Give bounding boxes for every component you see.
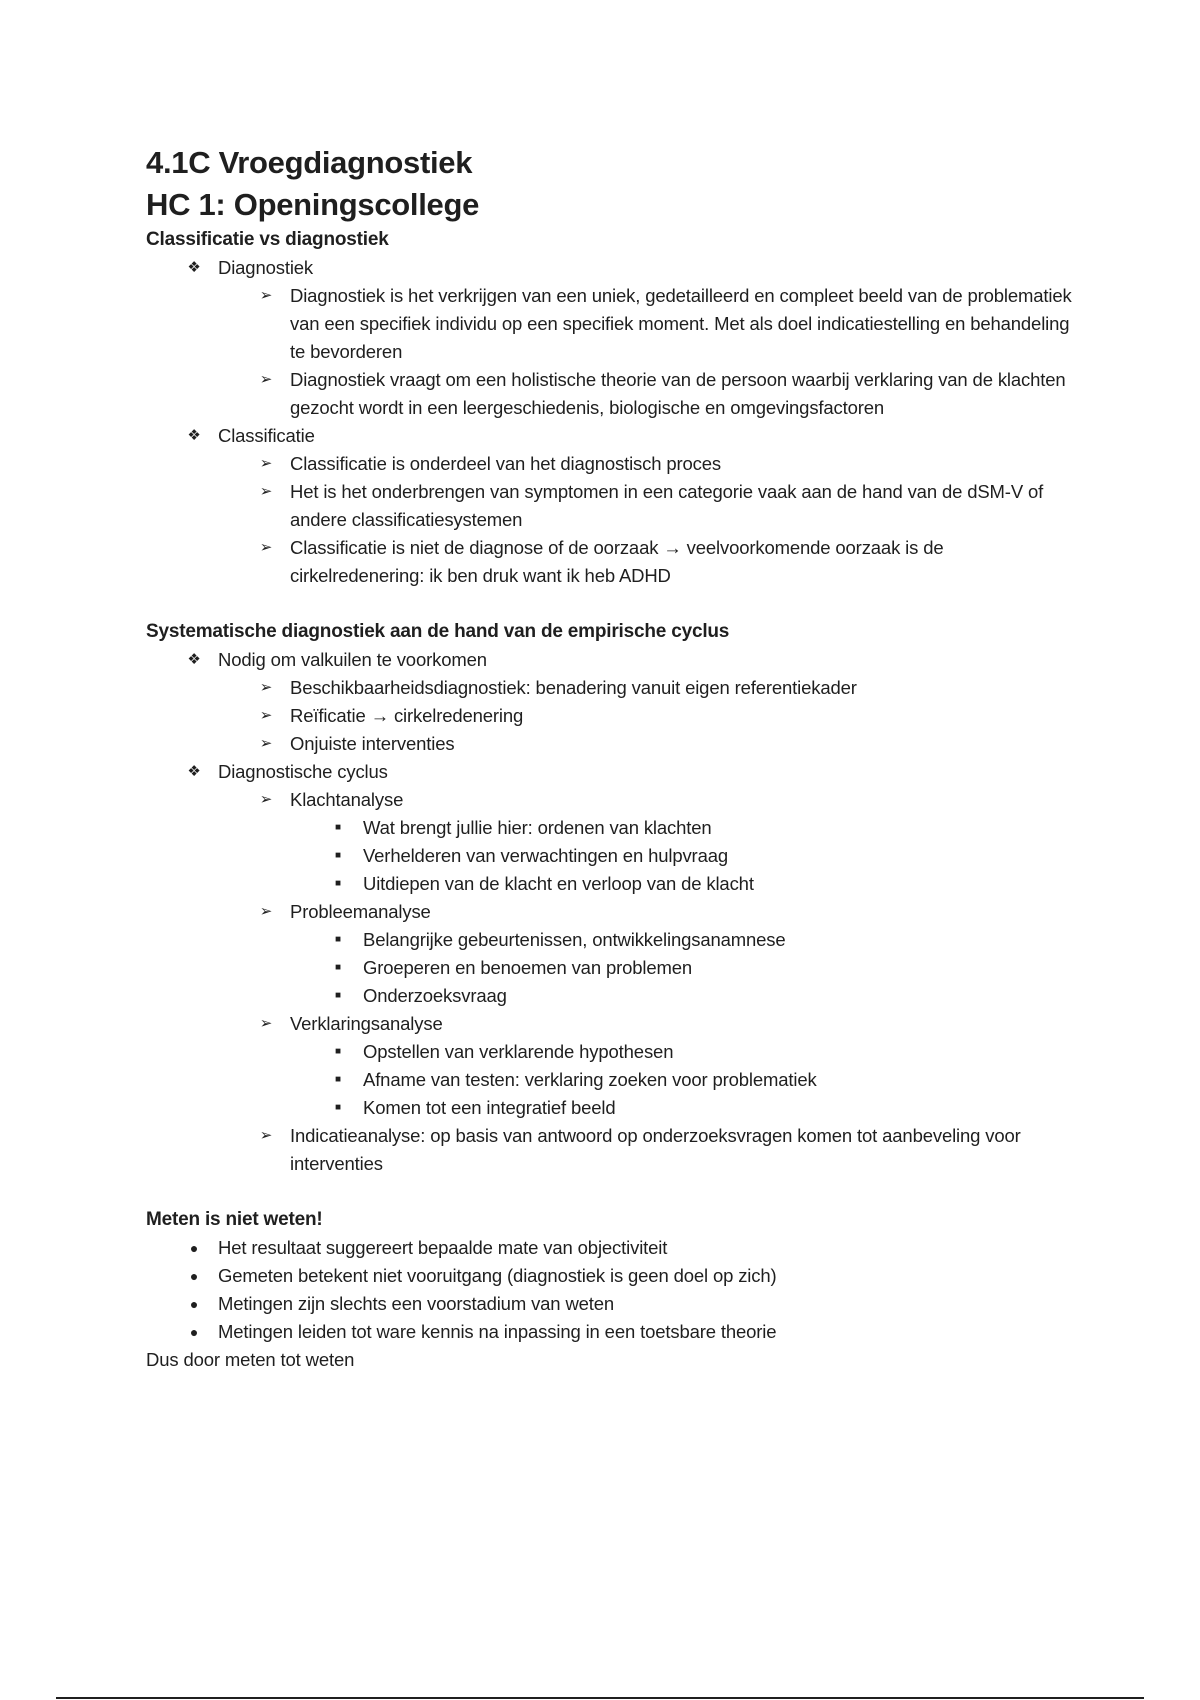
sub-list xyxy=(146,282,1076,422)
round-bullet-icon: ● xyxy=(189,1268,199,1284)
list-item xyxy=(146,450,1076,478)
list-item-text: Metingen leiden tot ware kennis na inpassing in een toetsbare theorie xyxy=(218,1321,777,1342)
list-item xyxy=(146,842,1076,870)
list-item xyxy=(146,282,1076,366)
list-item xyxy=(146,954,1076,982)
diamond-bullet-icon: ❖ xyxy=(187,427,201,444)
list-item-text: Klachtanalyse xyxy=(290,789,404,810)
sub-sub-list xyxy=(146,1038,1076,1122)
list-item-text: Gemeten betekent niet vooruitgang (diagnostiek is geen doel op zich) xyxy=(218,1265,777,1286)
list-item-text: Onjuiste interventies xyxy=(290,733,455,754)
section-list xyxy=(146,646,1076,674)
square-bullet-icon: ■ xyxy=(335,1074,341,1085)
square-bullet-icon: ■ xyxy=(335,850,341,861)
round-bullet-icon: ● xyxy=(189,1240,199,1256)
arrowhead-bullet-icon: ➢ xyxy=(259,903,273,920)
list-item xyxy=(146,702,1076,730)
square-bullet-icon: ■ xyxy=(335,1046,341,1057)
section-heading-systematische-diagnostiek: Systematische diagnostiek aan de hand van de empirische cyclus xyxy=(146,621,730,642)
list-item-text: Uitdiepen van de klacht en verloop van de klacht xyxy=(363,873,754,894)
diamond-bullet-icon: ❖ xyxy=(187,763,201,780)
list-item-text: Het resultaat suggereert bepaalde mate van objectiviteit xyxy=(218,1237,668,1258)
list-item-text: Metingen zijn slechts een voorstadium van weten xyxy=(218,1293,615,1314)
list-item xyxy=(146,1010,1076,1038)
sub-list xyxy=(146,786,1076,814)
arrowhead-bullet-icon: ➢ xyxy=(259,455,273,472)
square-bullet-icon: ■ xyxy=(335,878,341,889)
list-item-text: Diagnostische cyclus xyxy=(218,761,388,782)
list-item xyxy=(146,422,1076,450)
square-bullet-icon: ■ xyxy=(335,990,341,1001)
list-item xyxy=(146,926,1076,954)
list-item-text: Reïficatie → cirkelredenering xyxy=(290,705,524,726)
arrowhead-bullet-icon: ➢ xyxy=(259,1015,273,1032)
list-item xyxy=(146,1262,1076,1290)
list-item-text: Diagnostiek is het verkrijgen van een uniek, gedetailleerd en compleet beeld van de problematiek van een specifiek individu op een specifiek moment. Met als doel indicatiestelling en behandeling te bevorderen xyxy=(290,285,1072,362)
square-bullet-icon: ■ xyxy=(335,822,341,833)
square-bullet-icon: ■ xyxy=(335,962,341,973)
section-spacer xyxy=(146,590,1076,618)
square-bullet-icon: ■ xyxy=(335,934,341,945)
arrowhead-bullet-icon: ➢ xyxy=(259,539,273,556)
list-item xyxy=(146,1038,1076,1066)
list-item xyxy=(146,730,1076,758)
arrowhead-bullet-icon: ➢ xyxy=(259,287,273,304)
list-item-text: Classificatie is niet de diagnose of de oorzaak → veelvoorkomende oorzaak is de cirkelredenering: ik ben druk want ik heb ADHD xyxy=(290,537,944,586)
sub-list xyxy=(146,898,1076,926)
closing-line: Dus door meten tot weten xyxy=(146,1349,355,1370)
list-item-text: Onderzoeksvraag xyxy=(363,985,507,1006)
arrowhead-bullet-icon: ➢ xyxy=(259,707,273,724)
sub-sub-list xyxy=(146,926,1076,1010)
diamond-bullet-icon: ❖ xyxy=(187,259,201,276)
list-item xyxy=(146,478,1076,534)
lecture-title: HC 1: Openingscollege xyxy=(146,187,480,222)
list-item xyxy=(146,1094,1076,1122)
section-list xyxy=(146,422,1076,450)
list-item-text: Beschikbaarheidsdiagnostiek: benadering vanuit eigen referentiekader xyxy=(290,677,857,698)
arrowhead-bullet-icon: ➢ xyxy=(259,1127,273,1144)
list-item xyxy=(146,1318,1076,1346)
list-item xyxy=(146,674,1076,702)
arrowhead-bullet-icon: ➢ xyxy=(259,371,273,388)
sub-list xyxy=(146,450,1076,590)
list-item xyxy=(146,786,1076,814)
list-item-text: Nodig om valkuilen te voorkomen xyxy=(218,649,487,670)
list-item-text: Komen tot een integratief beeld xyxy=(363,1097,616,1118)
section-list xyxy=(146,1234,1076,1346)
list-item-text: Classificatie is onderdeel van het diagnostisch proces xyxy=(290,453,722,474)
arrowhead-bullet-icon: ➢ xyxy=(259,791,273,808)
arrowhead-bullet-icon: ➢ xyxy=(259,483,273,500)
list-item xyxy=(146,814,1076,842)
list-item xyxy=(146,534,1076,590)
section-heading-meten: Meten is niet weten! xyxy=(146,1209,323,1230)
arrowhead-bullet-icon: ➢ xyxy=(259,735,273,752)
list-item-text: Indicatieanalyse: op basis van antwoord op onderzoeksvragen komen tot aanbeveling voor interventies xyxy=(290,1125,1021,1174)
document-page xyxy=(146,142,1076,1374)
list-item xyxy=(146,982,1076,1010)
list-item-text: Verhelderen van verwachtingen en hulpvraag xyxy=(363,845,728,866)
section-list xyxy=(146,758,1076,786)
list-item-text: Diagnostiek vraagt om een holistische theorie van de persoon waarbij verklaring van de klachten gezocht wordt in een leergeschiedenis, biologische en omgevingsfactoren xyxy=(290,369,1066,418)
list-item-text: Opstellen van verklarende hypothesen xyxy=(363,1041,674,1062)
page-bottom-rule xyxy=(56,1697,1144,1699)
list-item xyxy=(146,646,1076,674)
list-item-text: Het is het onderbrengen van symptomen in een categorie vaak aan de hand van de dSM-V of andere classificatiesystemen xyxy=(290,481,1044,530)
square-bullet-icon: ■ xyxy=(335,1102,341,1113)
round-bullet-icon: ● xyxy=(189,1296,199,1312)
list-item-text: Classificatie xyxy=(218,425,315,446)
section-list xyxy=(146,254,1076,282)
sub-sub-list xyxy=(146,814,1076,898)
round-bullet-icon: ● xyxy=(189,1324,199,1340)
list-item xyxy=(146,1234,1076,1262)
list-item-text: Afname van testen: verklaring zoeken voor problematiek xyxy=(363,1069,817,1090)
document-title: 4.1C Vroegdiagnostiek xyxy=(146,145,473,180)
list-item xyxy=(146,254,1076,282)
section-heading-classificatie: Classificatie vs diagnostiek xyxy=(146,229,389,250)
list-item xyxy=(146,758,1076,786)
sub-list xyxy=(146,674,1076,758)
diamond-bullet-icon: ❖ xyxy=(187,651,201,668)
arrowhead-bullet-icon: ➢ xyxy=(259,679,273,696)
list-item xyxy=(146,1290,1076,1318)
list-item-text: Groeperen en benoemen van problemen xyxy=(363,957,693,978)
sub-list xyxy=(146,1122,1076,1178)
list-item xyxy=(146,1122,1076,1178)
list-item-text: Belangrijke gebeurtenissen, ontwikkelingsanamnese xyxy=(363,929,786,950)
list-item xyxy=(146,1066,1076,1094)
list-item-text: Verklaringsanalyse xyxy=(290,1013,443,1034)
list-item-text: Probleemanalyse xyxy=(290,901,431,922)
list-item xyxy=(146,870,1076,898)
list-item xyxy=(146,898,1076,926)
list-item-text: Diagnostiek xyxy=(218,257,314,278)
section-spacer xyxy=(146,1178,1076,1206)
list-item xyxy=(146,366,1076,422)
list-item-text: Wat brengt jullie hier: ordenen van klachten xyxy=(363,817,712,838)
sub-list xyxy=(146,1010,1076,1038)
